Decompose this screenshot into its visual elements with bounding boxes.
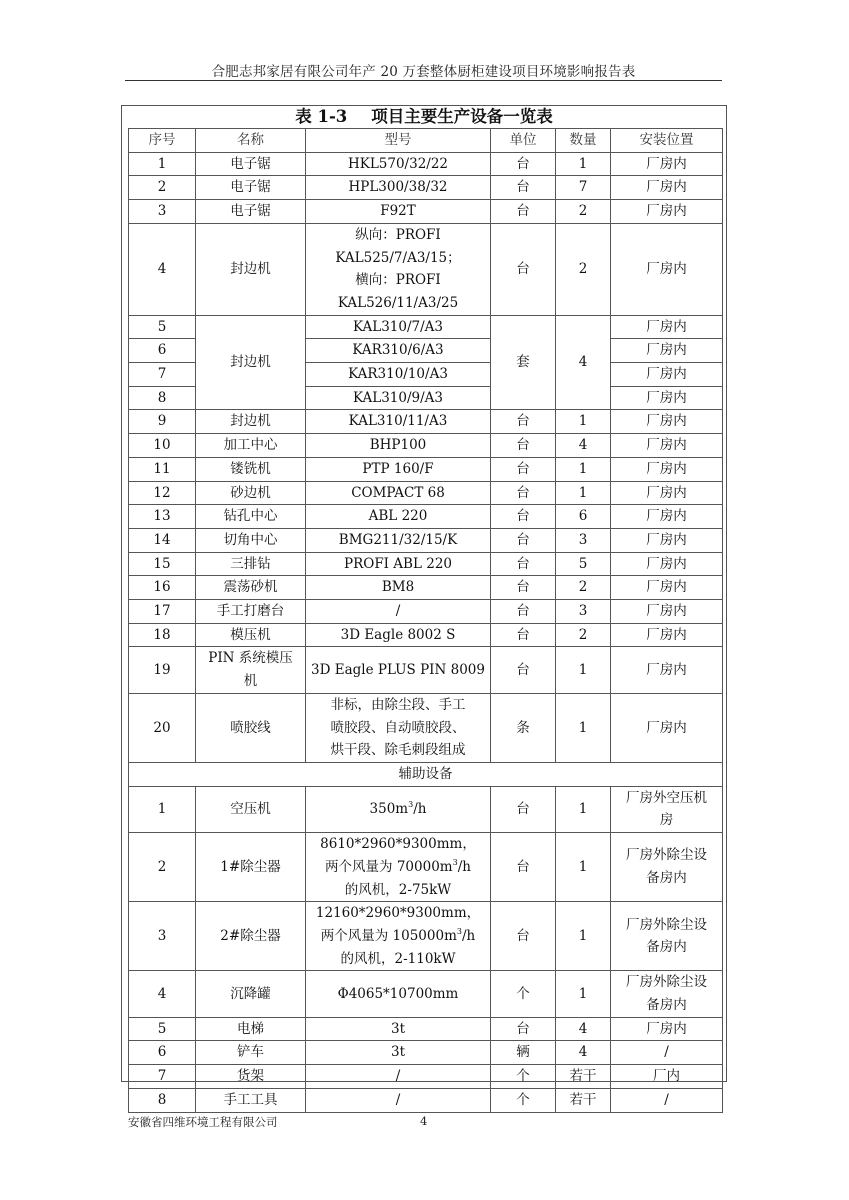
cell-qty: 2 [556,223,611,315]
cell-name: 2#除尘器 [196,902,306,971]
cell-qty: 若干 [556,1088,611,1112]
cell-name: 切角中心 [196,528,306,552]
cell-location [611,833,723,902]
cell-model: KAR310/10/A3 [306,363,491,387]
cell-location: / [611,1041,723,1065]
cell-name: 铲车 [196,1041,306,1065]
cell-qty: 4 [556,434,611,458]
cell-unit: 台 [491,623,556,647]
cell-location: 厂房内 [611,223,723,315]
model-text: 350m [369,801,409,818]
cell-qty: 4 [556,1017,611,1041]
cell-name: 电子锯 [196,200,306,224]
cell-model: KAR310/6/A3 [306,339,491,363]
location-line: 备房内 [646,997,687,1014]
cell-no: 8 [129,1088,196,1112]
table-header-row [129,129,723,153]
table-row [129,1088,723,1112]
cell-model: KAL310/9/A3 [306,386,491,410]
cell-name: 砂边机 [196,481,306,505]
cell-qty: 2 [556,576,611,600]
cell-qty: 1 [556,457,611,481]
cell-qty: 2 [556,200,611,224]
cell-no: 19 [129,647,196,693]
cell-location: 厂房内 [611,410,723,434]
table-row [129,623,723,647]
equipment-table [128,128,723,1113]
model-line: 的风机，2-75kW [344,881,452,898]
cell-qty: 1 [556,902,611,971]
cell-name: 沉降罐 [196,971,306,1017]
table-number: 表 1-3 [295,107,348,126]
cell-no: 16 [129,576,196,600]
cell-qty: 3 [556,600,611,624]
cell-model: 3t [306,1017,491,1041]
cell-qty: 若干 [556,1065,611,1089]
cell-location: 厂房内 [611,457,723,481]
column-header: 安装位置 [611,129,723,153]
footer-company: 安徽省四维环境工程有限公司 [128,1115,278,1129]
table-row [129,1065,723,1089]
cell-no: 6 [129,339,196,363]
cell-no: 15 [129,552,196,576]
cell-model [306,902,491,971]
cell-no: 20 [129,693,196,762]
cell-qty: 7 [556,176,611,200]
cell-location: 厂房内 [611,386,723,410]
superscript: 3 [452,857,458,867]
cell-location: 厂房内 [611,176,723,200]
cell-unit: 台 [491,434,556,458]
cell-location [611,786,723,832]
cell-model: BMG211/32/15/K [306,528,491,552]
cell-model: BM8 [306,576,491,600]
cell-qty: 1 [556,693,611,762]
model-line: 喷胶段、自动喷胶段、 [330,719,466,736]
table-row [129,1041,723,1065]
model-line: KAL526/11/A3/25 [337,294,459,311]
cell-unit: 台 [491,223,556,315]
cell-unit: 个 [491,1088,556,1112]
superscript: 3 [408,800,414,810]
cell-unit: 台 [491,786,556,832]
cell-model: 3D Eagle PLUS PIN 8009 [306,647,491,693]
cell-unit: 台 [491,410,556,434]
cell-model [306,786,491,832]
table-row [129,315,723,339]
model-line: 12160*2960*9300mm， [315,905,481,922]
cell-name [196,647,306,693]
cell-location: 厂房内 [611,152,723,176]
cell-model: Φ4065*10700mm [306,971,491,1017]
cell-name: 空压机 [196,786,306,832]
location-line: 备房内 [646,939,687,956]
table-row [129,647,723,693]
cell-no: 4 [129,971,196,1017]
cell-name: 货架 [196,1065,306,1089]
cell-no: 12 [129,481,196,505]
table-row [129,971,723,1017]
cell-location: 厂房内 [611,315,723,339]
cell-name: 手工工具 [196,1088,306,1112]
cell-model: PROFI ABL 220 [306,552,491,576]
table-row [129,552,723,576]
cell-name: 封边机 [196,223,306,315]
aux-section-label: 辅助设备 [129,762,723,786]
model-line: 8610*2960*9300mm， [320,836,476,853]
cell-location: 厂房内 [611,363,723,387]
model-text: 两个风量为 105000m [320,927,457,944]
cell-location: 厂房内 [611,647,723,693]
table-title [121,106,727,127]
cell-no: 18 [129,623,196,647]
cell-location: 厂房内 [611,623,723,647]
model-line: 横向：PROFI [355,272,441,289]
cell-name: 电梯 [196,1017,306,1041]
cell-model: / [306,600,491,624]
cell-unit: 台 [491,152,556,176]
cell-name: 手工打磨台 [196,600,306,624]
cell-name: 镂铣机 [196,457,306,481]
name-line: PIN 系统模压 [208,650,293,667]
cell-name: 电子锯 [196,176,306,200]
cell-unit: 台 [491,200,556,224]
cell-unit: 个 [491,971,556,1017]
cell-unit: 台 [491,647,556,693]
cell-no: 10 [129,434,196,458]
page-number: 4 [420,1114,428,1128]
cell-qty: 2 [556,623,611,647]
cell-name: 电子锯 [196,152,306,176]
column-header: 数量 [556,129,611,153]
cell-name: 钻孔中心 [196,505,306,529]
cell-qty: 1 [556,152,611,176]
cell-qty: 1 [556,786,611,832]
table-row [129,200,723,224]
table-row [129,786,723,832]
cell-unit: 个 [491,1065,556,1089]
cell-no: 2 [129,176,196,200]
cell-qty: 1 [556,410,611,434]
cell-no: 1 [129,152,196,176]
column-header: 单位 [491,129,556,153]
table-row [129,528,723,552]
cell-model [306,693,491,762]
cell-unit: 台 [491,457,556,481]
cell-unit: 台 [491,600,556,624]
table-row [129,481,723,505]
cell-location [611,971,723,1017]
cell-unit: 台 [491,505,556,529]
cell-no: 11 [129,457,196,481]
cell-name: 封边机 [196,410,306,434]
table-row [129,693,723,762]
cell-no: 2 [129,833,196,902]
cell-model: HPL300/38/32 [306,176,491,200]
cell-model: PTP 160/F [306,457,491,481]
table-row [129,902,723,971]
table-title-text: 项目主要生产设备一览表 [371,107,553,126]
cell-location [611,902,723,971]
cell-location: 厂房内 [611,481,723,505]
cell-no: 9 [129,410,196,434]
cell-location: 厂内 [611,1065,723,1089]
cell-location: 厂房内 [611,200,723,224]
cell-unit: 台 [491,481,556,505]
cell-name: 三排钻 [196,552,306,576]
location-line: 厂房外除尘设 [626,974,707,991]
cell-unit: 台 [491,576,556,600]
cell-model: / [306,1065,491,1089]
cell-model: / [306,1088,491,1112]
cell-model: 3D Eagle 8002 S [306,623,491,647]
table-row [129,833,723,902]
cell-model: BHP100 [306,434,491,458]
cell-name: 震荡砂机 [196,576,306,600]
model-line: 非标，由除尘段、手工 [330,696,466,713]
cell-qty: 1 [556,971,611,1017]
cell-location: / [611,1088,723,1112]
model-line: KAL525/7/A3/15； [335,249,461,266]
table-row [129,576,723,600]
model-line: 纵向：PROFI [355,226,441,243]
cell-no: 5 [129,1017,196,1041]
cell-no: 5 [129,315,196,339]
table-row [129,410,723,434]
cell-model: COMPACT 68 [306,481,491,505]
cell-no: 1 [129,786,196,832]
cell-no: 8 [129,386,196,410]
column-header: 序号 [129,129,196,153]
cell-unit: 台 [491,833,556,902]
model-text: /h [461,927,476,944]
name-line: 机 [243,673,258,690]
cell-location: 厂房内 [611,1017,723,1041]
location-line: 房 [659,812,674,829]
cell-unit: 条 [491,693,556,762]
cell-location: 厂房内 [611,600,723,624]
cell-model [306,223,491,315]
cell-location: 厂房内 [611,576,723,600]
cell-model: ABL 220 [306,505,491,529]
cell-no: 3 [129,902,196,971]
cell-location: 厂房内 [611,505,723,529]
cell-location: 厂房内 [611,434,723,458]
table-row [129,600,723,624]
cell-no: 17 [129,600,196,624]
table-row [129,223,723,315]
table-row [129,457,723,481]
superscript: 3 [456,926,462,936]
page-header: 合肥志邦家居有限公司年产 20 万套整体厨柜建设项目环境影响报告表 [211,64,636,80]
table-row [129,1017,723,1041]
cell-unit: 台 [491,176,556,200]
cell-location: 厂房内 [611,528,723,552]
cell-location: 厂房内 [611,339,723,363]
cell-location: 厂房内 [611,552,723,576]
cell-qty: 3 [556,528,611,552]
cell-name: 喷胶线 [196,693,306,762]
cell-name: 封边机 [196,315,306,410]
cell-no: 14 [129,528,196,552]
cell-unit: 台 [491,552,556,576]
cell-qty: 1 [556,647,611,693]
model-line: 烘干段、除毛刺段组成 [330,742,466,759]
cell-no: 6 [129,1041,196,1065]
column-header: 名称 [196,129,306,153]
cell-unit: 辆 [491,1041,556,1065]
cell-qty: 5 [556,552,611,576]
cell-model: HKL570/32/22 [306,152,491,176]
cell-qty: 4 [556,315,611,410]
table-row [129,152,723,176]
cell-unit: 套 [491,315,556,410]
cell-model [306,833,491,902]
cell-no: 13 [129,505,196,529]
cell-unit: 台 [491,902,556,971]
location-line: 备房内 [646,870,687,887]
cell-no: 4 [129,223,196,315]
location-line: 厂房外除尘设 [626,916,707,933]
model-line: 的风机，2-110kW [340,950,456,967]
cell-model: 3t [306,1041,491,1065]
model-text: 两个风量为 70000m [325,858,453,875]
cell-name: 模压机 [196,623,306,647]
location-line: 厂房外除尘设 [626,847,707,864]
cell-qty: 4 [556,1041,611,1065]
cell-name: 加工中心 [196,434,306,458]
table-row [129,176,723,200]
section-row [129,762,723,786]
table-row [129,505,723,529]
table-row [129,434,723,458]
cell-qty: 6 [556,505,611,529]
cell-no: 7 [129,1065,196,1089]
cell-unit: 台 [491,1017,556,1041]
model-text: /h [457,858,471,875]
cell-name: 1#除尘器 [196,833,306,902]
cell-no: 3 [129,200,196,224]
header-rule [125,80,722,81]
model-line [308,856,488,879]
cell-unit: 台 [491,528,556,552]
cell-model: KAL310/11/A3 [306,410,491,434]
cell-qty: 1 [556,833,611,902]
model-line [308,925,488,948]
cell-model: KAL310/7/A3 [306,315,491,339]
model-text: /h [413,801,427,818]
cell-qty: 1 [556,481,611,505]
cell-model: F92T [306,200,491,224]
location-line: 厂房外空压机 [626,789,707,806]
cell-no: 7 [129,363,196,387]
cell-location: 厂房内 [611,693,723,762]
column-header: 型号 [306,129,491,153]
